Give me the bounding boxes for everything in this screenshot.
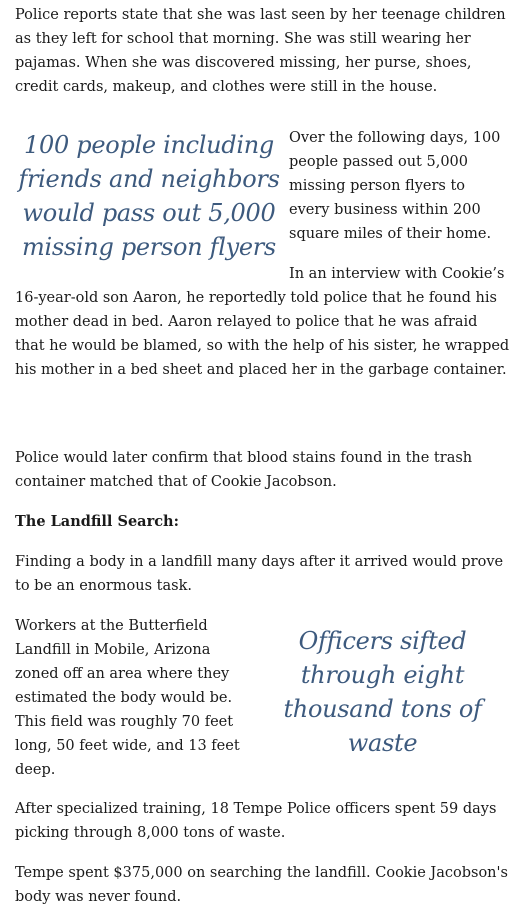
pull-quote-flyers: 100 people including friends and neighbors would pass out 5,000 missing person flyers: [18, 131, 280, 261]
paragraph-training: After specialized training, 18 Tempe Police officers spent 59 days picking through 8,000 tons of waste.: [15, 801, 497, 841]
paragraph-blood-stains: Police would later confirm that blood stains found in the trash container matched that of Cookie Jacobson.: [15, 450, 473, 490]
paragraph-interview: In an interview with Cookie’s 16-year-old son Aaron, he reportedly told police that he found his mother dead in bed. Aaron relayed to police that he was afraid that he would be blamed, so with the help of his sister, he wrapped his mother in a bed sheet and placed her in the garbage container.: [15, 266, 510, 378]
pull-quote-officers: Officers sifted through eight thousand tons of waste: [283, 627, 482, 757]
paragraph-workers: Workers at the Butterfield Landfill in Mobile, Arizona zoned off an area where they estimated the body would be. This field was roughly 70 feet long, 50 feet wide, and 13 feet deep.: [15, 618, 240, 778]
section-heading-landfill: The Landfill Search:: [15, 513, 179, 530]
paragraph-flyers: Over the following days, 100 people passed out 5,000 missing person flyers to every business within 200 square miles of their home.: [289, 130, 501, 242]
paragraph-last-seen: Police reports state that she was last seen by her teenage children as they left for school that morning. She was still wearing her pajamas. When she was discovered missing, her purse, shoes, credit cards, makeup, and clothes were still in the house.: [15, 7, 506, 95]
paragraph-enormous-task: Finding a body in a landfill many days after it arrived would prove to be an enormous task.: [15, 554, 504, 594]
paragraph-cost: Tempe spent $375,000 on searching the landfill. Cookie Jacobson's body was never found.: [15, 865, 508, 905]
